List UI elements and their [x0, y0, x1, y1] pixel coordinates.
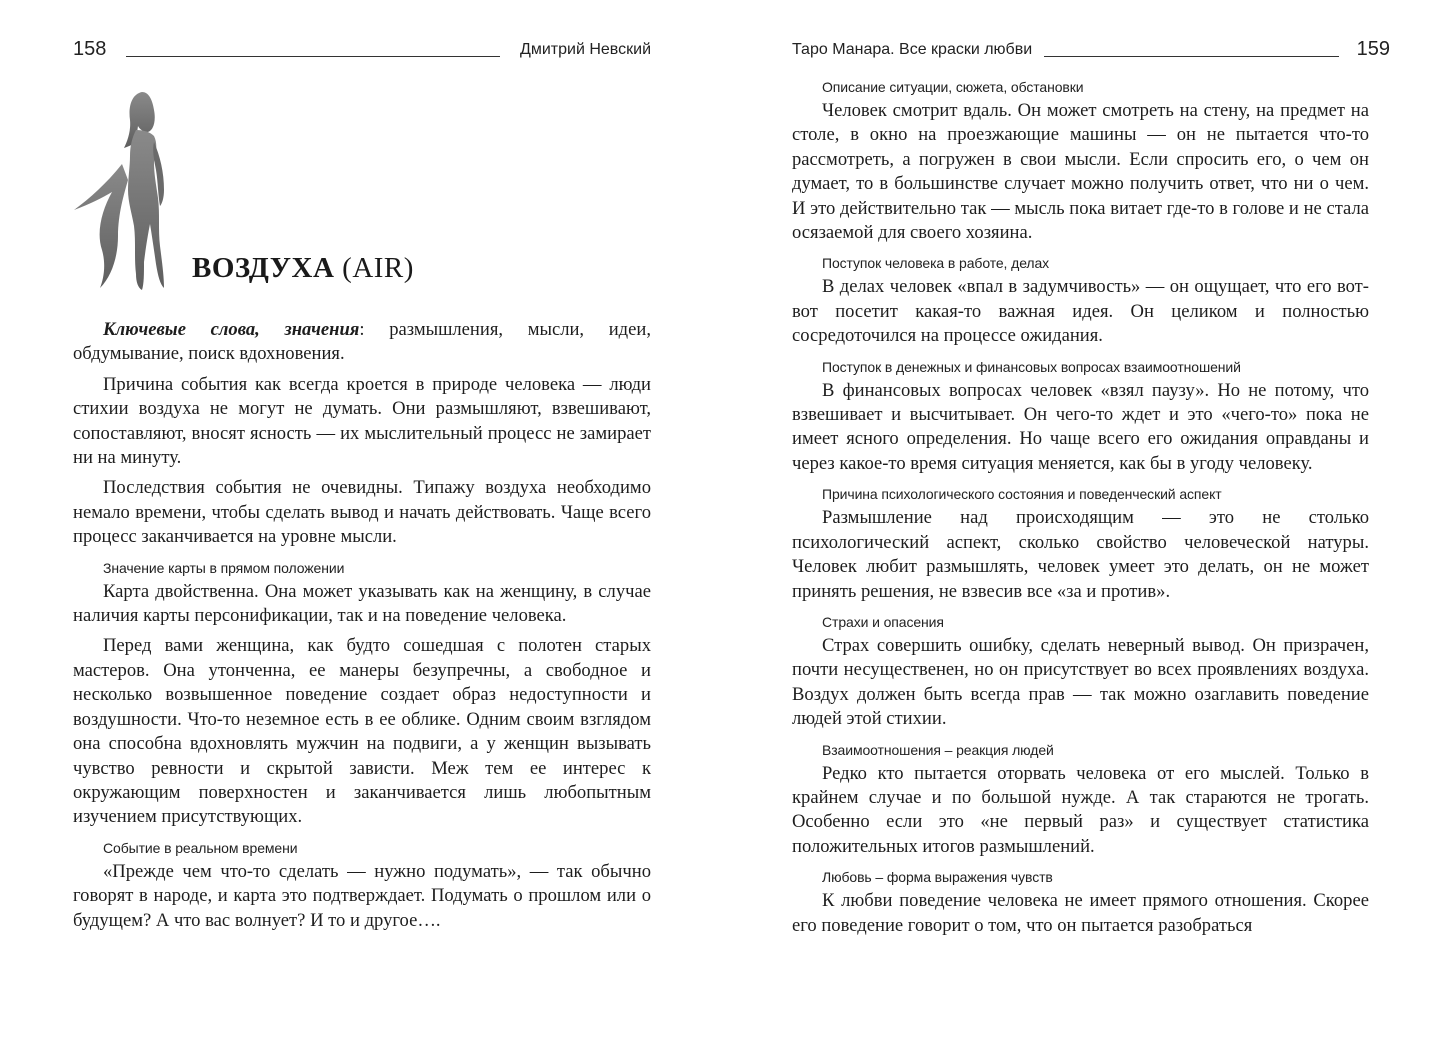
- right-page-body: [792, 78, 1369, 938]
- running-head-right: [792, 38, 1390, 60]
- subheading-real-time: Событие в реальном времени: [103, 839, 298, 856]
- woman-silhouette-icon: [72, 86, 192, 291]
- paragraph-cause: Причина события как всегда кроется в природе человека — люди стихии воздуха не могут не думать. Они размышляют, взвешивают, сопоставляют, вносят ясность — их мыслительный процесс не замирает ни на минуту.: [73, 373, 651, 469]
- subheading-love: Любовь – форма выражения чувств: [822, 869, 1053, 886]
- subheading-psychology: Причина психологического состояния и поведенческий аспект: [822, 486, 1222, 503]
- keywords-label: Ключевые слова, значения: [103, 319, 360, 340]
- paragraph-work: В делах человек «впал в задумчивость» — он ощущает, что его вот-вот посетит какая-то важная идея. Он целиком и полностью сосредоточился на процессе ожидания.: [792, 276, 1369, 347]
- paragraph-psychology: Размышление над происходящим — это не столько психологический аспект, сколько свойство человеческой натуры. Человек любит размышлять, человек умеет это делать, он не может принять решения, не взвесив все «за и против».: [792, 507, 1369, 602]
- page-number: 159: [1356, 38, 1390, 60]
- paragraph-direct-1: Карта двойственна. Она может указывать как на женщину, в случае наличия карты персонификации, так и на поведение человека.: [73, 580, 651, 627]
- paragraph-situation: Человек смотрит вдаль. Он может смотреть на стену, на предмет на столе, в окно на проезжающие машины — он не пытается что-то рассмотреть, а погружен в свои мысли. Если спросить его, о чем он думает, то в большинстве случает можно получить ответ, что ни о чем. И это действительно так — мысль пока витает где-то в голове и не стала осязаемой для своего хозяина.: [792, 100, 1369, 244]
- keywords-text: : размышления, мысли, идеи, обдумывание, поиск вдохновения.: [73, 319, 651, 365]
- header-rule: [1044, 56, 1338, 57]
- paragraph-real-time: «Прежде чем что-то сделать — нужно подумать», — так обычно говорят в народе, и карта это подтверждает. Подумать о прошлом или о будущем? А что вас волнует? И то и другое….: [73, 860, 651, 931]
- paragraph-fears: Страх совершить ошибку, сделать неверный вывод. Он призрачен, почти несущественен, но он присутствует во всех проявлениях воздуха. Воздух должен быть всегда прав — так можно озаглавить поведение людей этой стихии.: [792, 634, 1369, 730]
- section-heading: [192, 250, 414, 286]
- paragraph-money: В финансовых вопросах человек «взял паузу». Но не потому, что взвешивает и высчитывает. Он чего-то ждет и это «чего-то» пока не имеет ясного определения. Но чаще всего его ожидания оправданы и через какое-то время ситуация меняется, как бы в угоду человеку.: [792, 379, 1369, 474]
- running-head-left: [73, 38, 651, 60]
- subheading-work: Поступок человека в работе, делах: [822, 255, 1050, 272]
- heading-latin: (AIR): [342, 252, 414, 284]
- subheading-direct-position: Значение карты в прямом положении: [103, 559, 345, 576]
- keywords-paragraph: [73, 318, 651, 367]
- book-title: Таро Манара. Все краски любви: [792, 41, 1033, 58]
- left-page-body: [73, 318, 651, 933]
- subheading-money: Поступок в денежных и финансовых вопросах взаимоотношений: [822, 358, 1241, 375]
- page-number: 158: [73, 38, 107, 60]
- right-page: [720, 0, 1440, 1045]
- paragraph-relations: Редко кто пытается оторвать человека от его мыслей. Только в крайнем случае и по большой нужде. А так стараются не трогать. Особенно если это «не первый раз» и существует статистика положительных итогов размышлений.: [792, 762, 1369, 857]
- paragraph-consequence: Последствия события не очевидны. Типажу воздуха необходимо немало времени, чтобы сделать вывод и начать действовать. Чаще всего процесс заканчивается на уровне мысли.: [73, 477, 651, 548]
- paragraph-love: К любви поведение человека не имеет прямого отношения. Скорее его поведение говорит о том, что он пытается разобраться: [792, 890, 1369, 936]
- paragraph-direct-2: Перед вами женщина, как будто сошедшая с полотен старых мастеров. Она утонченна, ее манеры безупречны, а свободное и несколько возвышенное поведение создает образ недоступности и воздушности. Что-то неземное есть в ее облике. Одним своим взглядом она способна вдохновлять мужчин на подвиги, а у женщин вызывать чувство ревности и скрытой зависти. Меж тем ее интерес к окружающим поверхностен и заканчивается лишь любопытным изучением присутствующих.: [73, 635, 651, 828]
- author-name: Дмитрий Невский: [520, 41, 651, 58]
- subheading-fears: Страхи и опасения: [822, 613, 944, 630]
- heading-main: ВОЗДУХА: [192, 252, 335, 284]
- subheading-relations: Взаимоотношения – реакция людей: [822, 741, 1054, 758]
- subheading-situation: Описание ситуации, сюжета, обстановки: [822, 79, 1084, 95]
- header-rule: [126, 56, 500, 57]
